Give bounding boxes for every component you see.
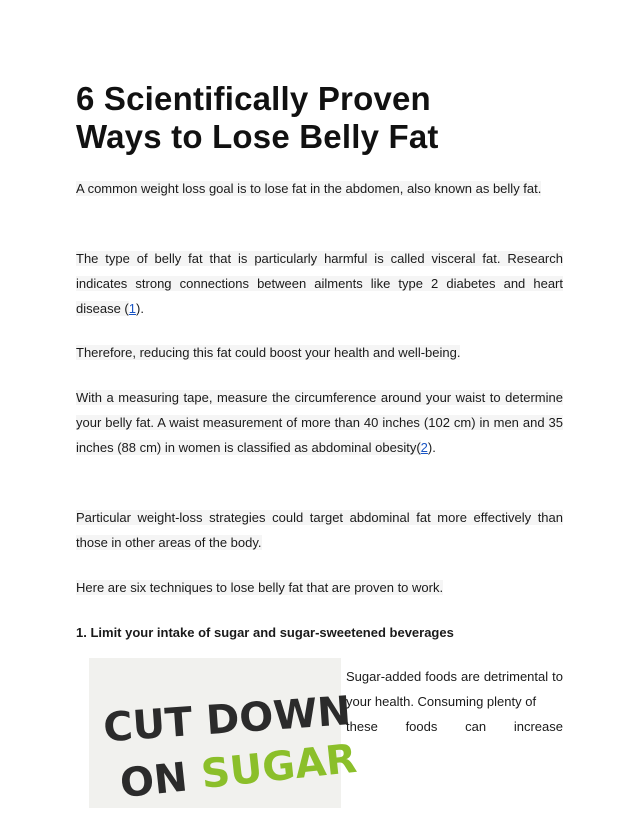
measure-paragraph xyxy=(76,385,563,460)
title-line-2: Ways to Lose Belly Fat xyxy=(76,118,439,155)
health-paragraph xyxy=(76,340,563,365)
techniques-paragraph xyxy=(76,575,563,600)
section-1-heading: 1. Limit your intake of sugar and sugar-sweetened beverages xyxy=(76,625,454,640)
image-text-sugar: SUGAR xyxy=(199,735,359,798)
side-word: increase xyxy=(513,719,563,734)
techniques-text: Here are six techniques to lose belly fat that are proven to work. xyxy=(76,580,444,595)
visceral-fat-paragraph xyxy=(76,246,563,321)
cut-down-sugar-image xyxy=(89,658,359,808)
visceral-fat-end: ). xyxy=(135,301,144,316)
side-word: foods xyxy=(405,719,438,734)
image-text-on: ON xyxy=(117,754,190,808)
title-line-1: 6 Scientifically Proven xyxy=(76,80,431,117)
page-title xyxy=(76,80,563,156)
visceral-fat-text: The type of belly fat that is particularly harmful is called visceral fat. Research indicates strong connections between ailments like type 2 diabetes and heart disease ( xyxy=(76,251,563,316)
strategies-paragraph xyxy=(76,505,563,555)
intro-paragraph xyxy=(76,176,563,201)
cut-down-sugar-illustration xyxy=(89,658,359,808)
sugar-side-paragraph xyxy=(346,664,563,739)
measure-text: With a measuring tape, measure the circumference around your waist to determine your belly fat. A waist measurement of more than 40 inches (102 cm) in men and 35 inches (88 cm) in women is classified as abdominal obesity( xyxy=(76,390,563,455)
side-last-line xyxy=(346,714,563,739)
intro-text: A common weight loss goal is to lose fat in the abdomen, also known as belly fat. xyxy=(76,181,542,196)
reference-link-2[interactable]: 2 xyxy=(420,440,428,455)
side-word: these xyxy=(346,719,378,734)
side-word: can xyxy=(465,719,487,734)
health-text: Therefore, reducing this fat could boost your health and well-being. xyxy=(76,345,461,360)
image-text-cut-down: CUT DOWN xyxy=(101,688,353,752)
reference-link-1[interactable]: 1 xyxy=(128,301,136,316)
strategies-text: Particular weight-loss strategies could target abdominal fat more effectively than those in other areas of the body. xyxy=(76,510,563,550)
measure-end: ). xyxy=(427,440,436,455)
side-text: Sugar-added foods are detrimental to your health. Consuming plenty of xyxy=(346,669,563,709)
